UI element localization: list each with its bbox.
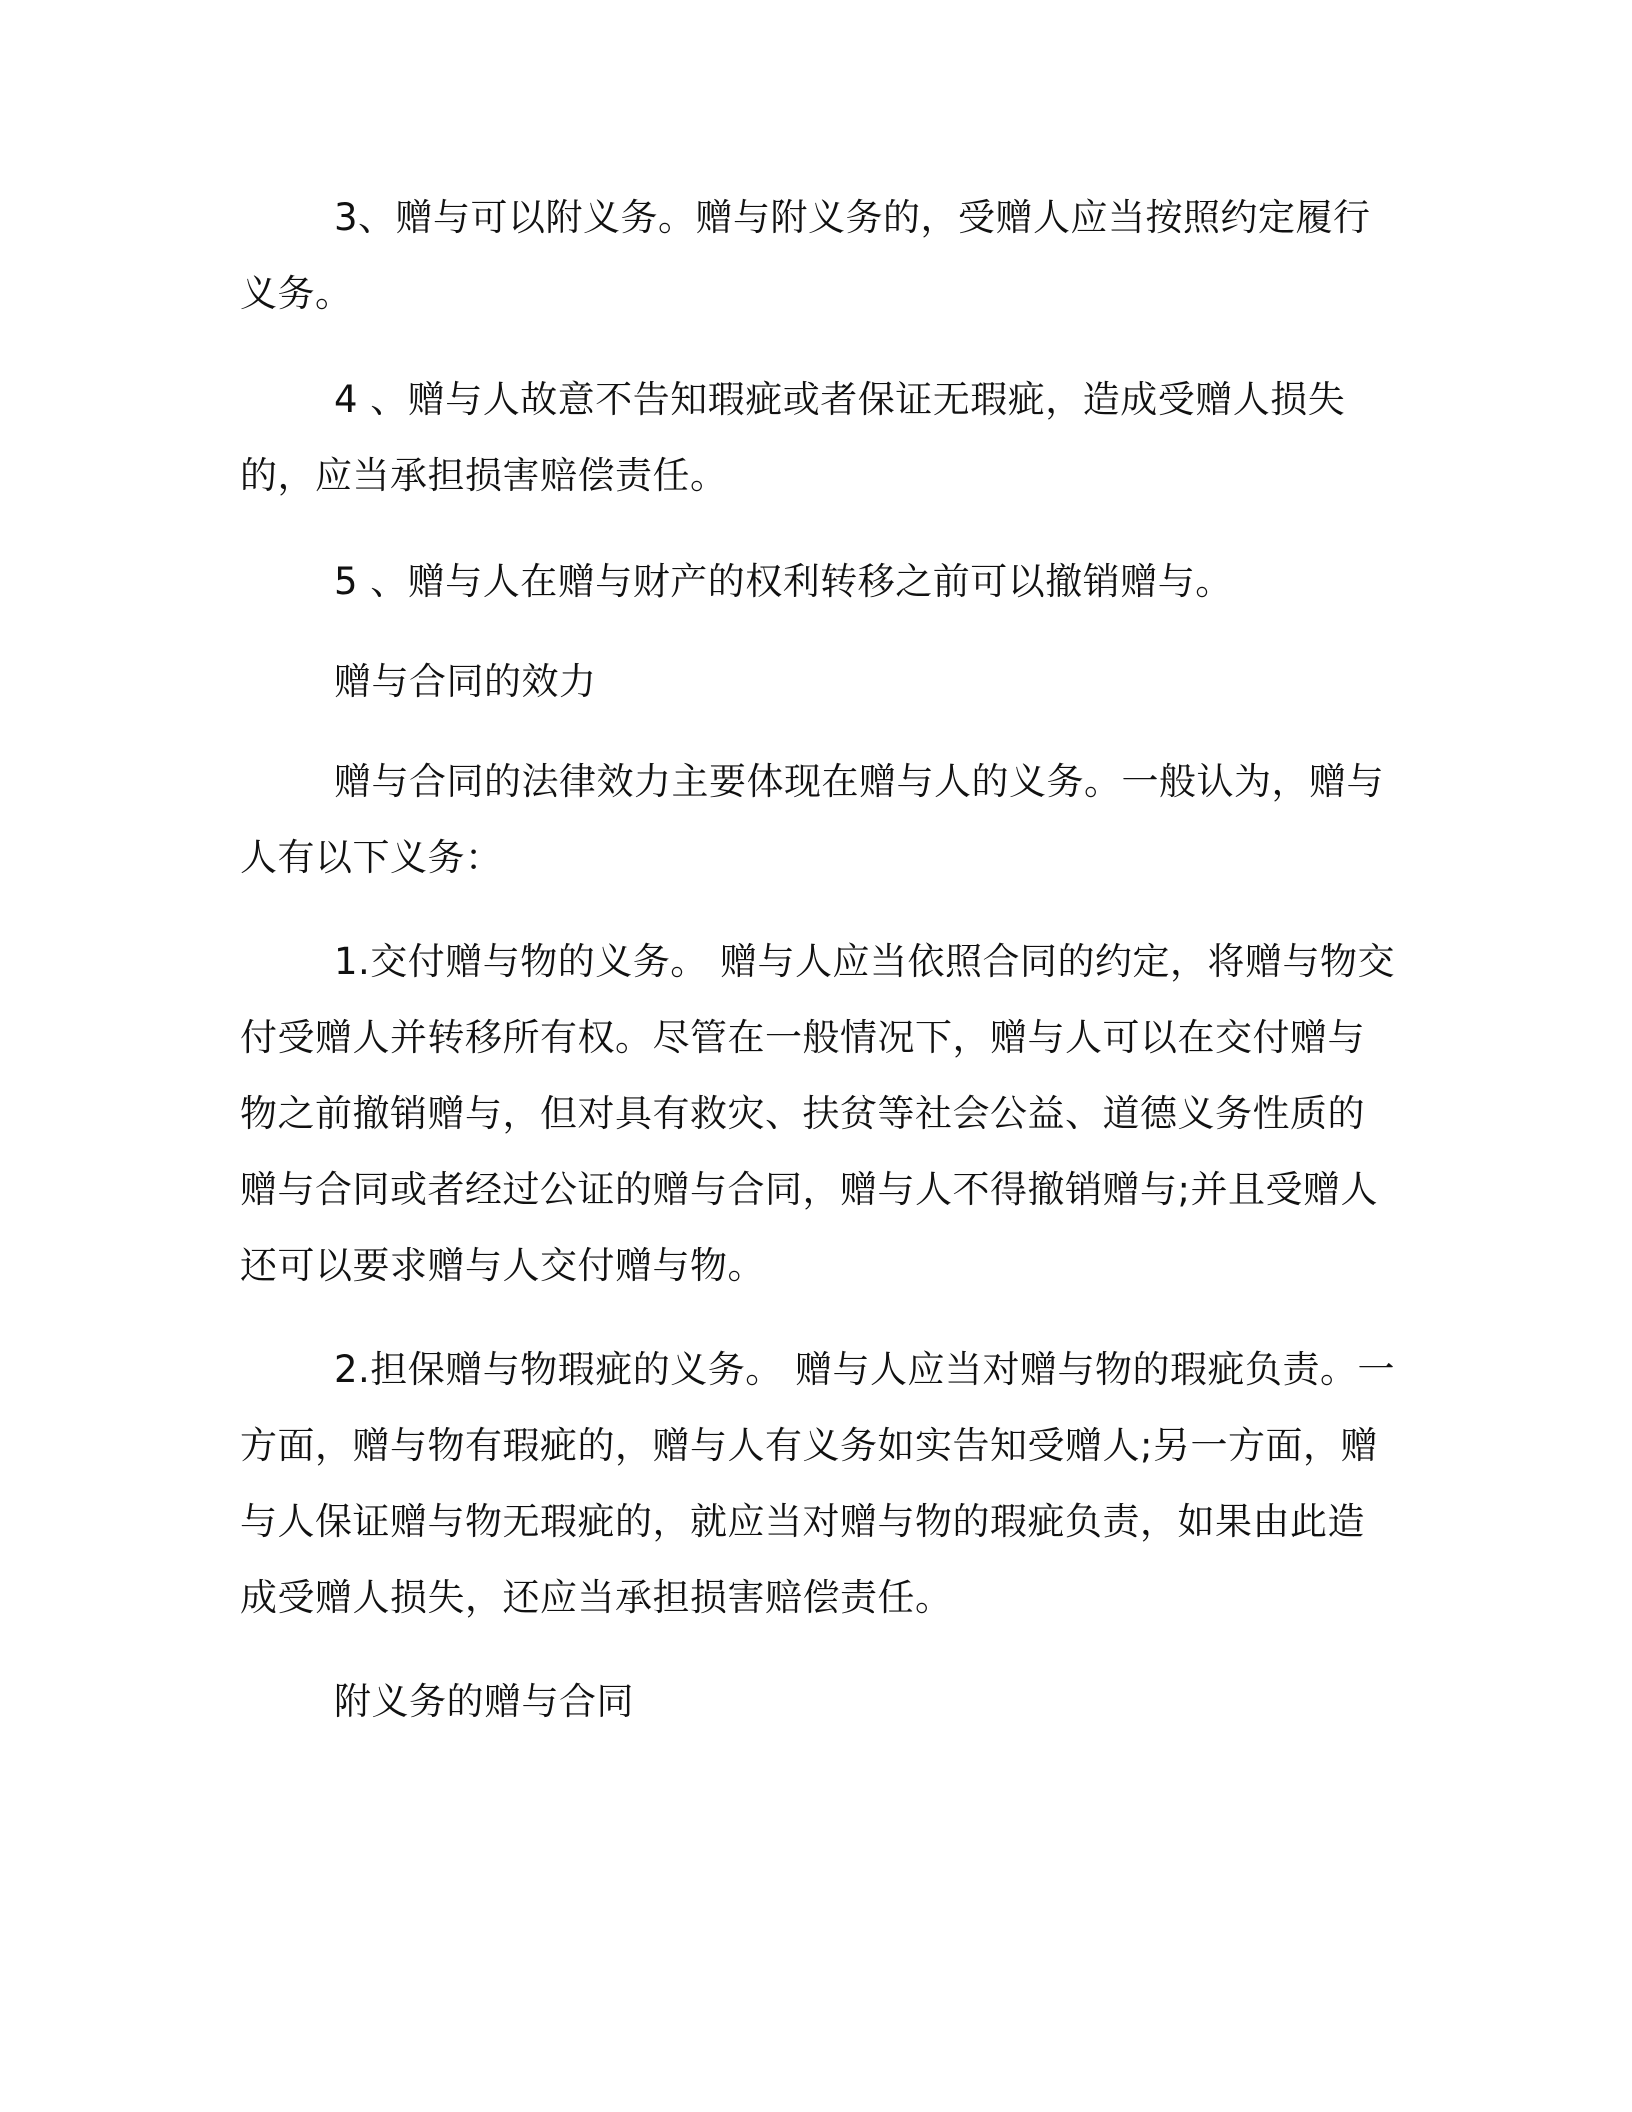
paragraph-effect-intro: 赠与合同的法律效力主要体现在赠与人的义务。一般认为，赠与人有以下义务： bbox=[240, 760, 1384, 879]
paragraph-duty-delivery: 1.交付赠与物的义务。 赠与人应当依照合同的约定，将赠与物交付受赠人并转移所有权。尽管在一般情况下，赠与人可以在交付赠与物之前撤销赠与，但对具有救灾、扶贫等社会公益、道德义务性质的赠与合同或者经过公证的赠与合同，赠与人不得撤销赠与;并且受赠人还可以要求赠与人交付赠与物。 bbox=[240, 940, 1396, 1287]
document-body bbox=[240, 180, 1400, 1768]
paragraph-clause-5: 5 、赠与人在赠与财产的权利转移之前可以撤销赠与。 bbox=[334, 560, 1233, 603]
paragraph-clause-3: 3、赠与可以附义务。赠与附义务的，受赠人应当按照约定履行义务。 bbox=[240, 196, 1371, 315]
section-heading-conditional-gift: 附义务的赠与合同 bbox=[334, 1680, 634, 1723]
section-heading-contract-effect: 赠与合同的效力 bbox=[334, 660, 597, 703]
paragraph-clause-4: 4 、赠与人故意不告知瑕疵或者保证无瑕疵，造成受赠人损失的，应当承担损害赔偿责任。 bbox=[240, 378, 1346, 497]
paragraph-duty-defect-guarantee: 2.担保赠与物瑕疵的义务。 赠与人应当对赠与物的瑕疵负责。一方面，赠与物有瑕疵的，赠与人有义务如实告知受赠人;另一方面，赠与人保证赠与物无瑕疵的，就应当对赠与物的瑕疵负责，如果由此造成受赠人损失，还应当承担损害赔偿责任。 bbox=[240, 1348, 1396, 1619]
